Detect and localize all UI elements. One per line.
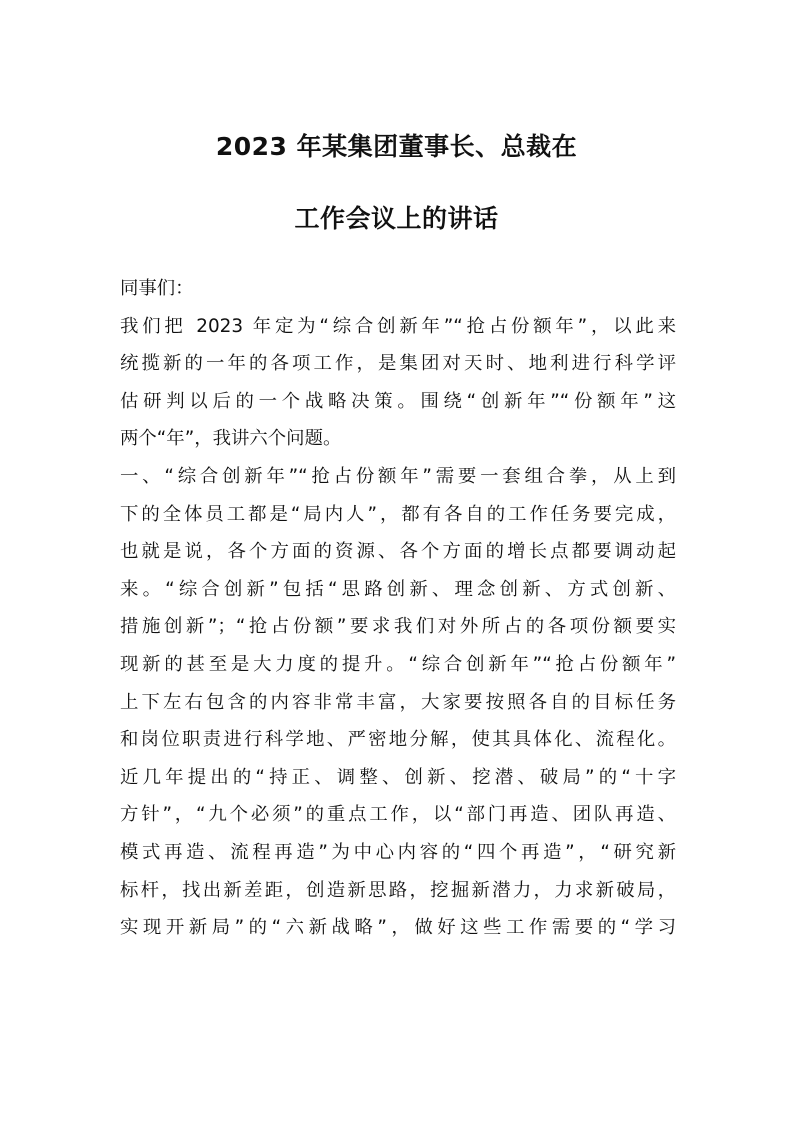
body-line: 现新的甚至是大力度的提升。“综合创新年”“抢占份额年” xyxy=(120,653,676,675)
body-line: 来。“综合创新”包括“思路创新、理念创新、方式创新、 xyxy=(120,578,676,600)
body-line: 实现开新局”的“六新战略”，做好这些工作需要的“学习 xyxy=(120,917,676,939)
body-line: 标杆，找出新差距，创造新思路，挖掘新潜力，力求新破局， xyxy=(120,879,676,901)
body-line: 方针”，“九个必须”的重点工作，以“部门再造、团队再造、 xyxy=(120,804,676,826)
body-line: 统揽新的一年的各项工作，是集团对天时、地利进行科学评 xyxy=(120,353,676,375)
document-title-line-2: 工作会议上的讲话 xyxy=(294,204,499,233)
body-line: 上下左右包含的内容非常丰富，大家要按照各自的目标任务 xyxy=(120,691,676,713)
salutation: 同事们： xyxy=(120,278,194,299)
body-line: 也就是说，各个方面的资源、各个方面的增长点都要调动起 xyxy=(120,541,676,563)
body-line: 措施创新”；“抢占份额”要求我们对外所占的各项份额要实 xyxy=(120,616,676,638)
body-line: 我们把 2023 年定为“综合创新年”“抢占份额年”，以此来 xyxy=(120,315,676,337)
body-line: 下的全体员工都是“局内人”，都有各自的工作任务要完成， xyxy=(120,503,676,525)
body-line: 两个“年”，我讲六个问题。 xyxy=(120,428,342,450)
body-line: 模式再造、流程再造”为中心内容的“四个再造”，“研究新 xyxy=(120,841,676,863)
body-line: 估研判以后的一个战略决策。围绕“创新年”“份额年”这 xyxy=(120,390,676,412)
body-line: 和岗位职责进行科学地、严密地分解，使其具体化、流程化。 xyxy=(120,729,676,751)
body-line: 一、“综合创新年”“抢占份额年”需要一套组合拳，从上到 xyxy=(120,465,676,487)
document-title-line-1: 2023 年某集团董事长、总裁在 xyxy=(215,132,578,161)
document-body xyxy=(120,270,676,947)
body-line: 近几年提出的“持正、调整、创新、挖潜、破局”的“十字 xyxy=(120,766,676,788)
